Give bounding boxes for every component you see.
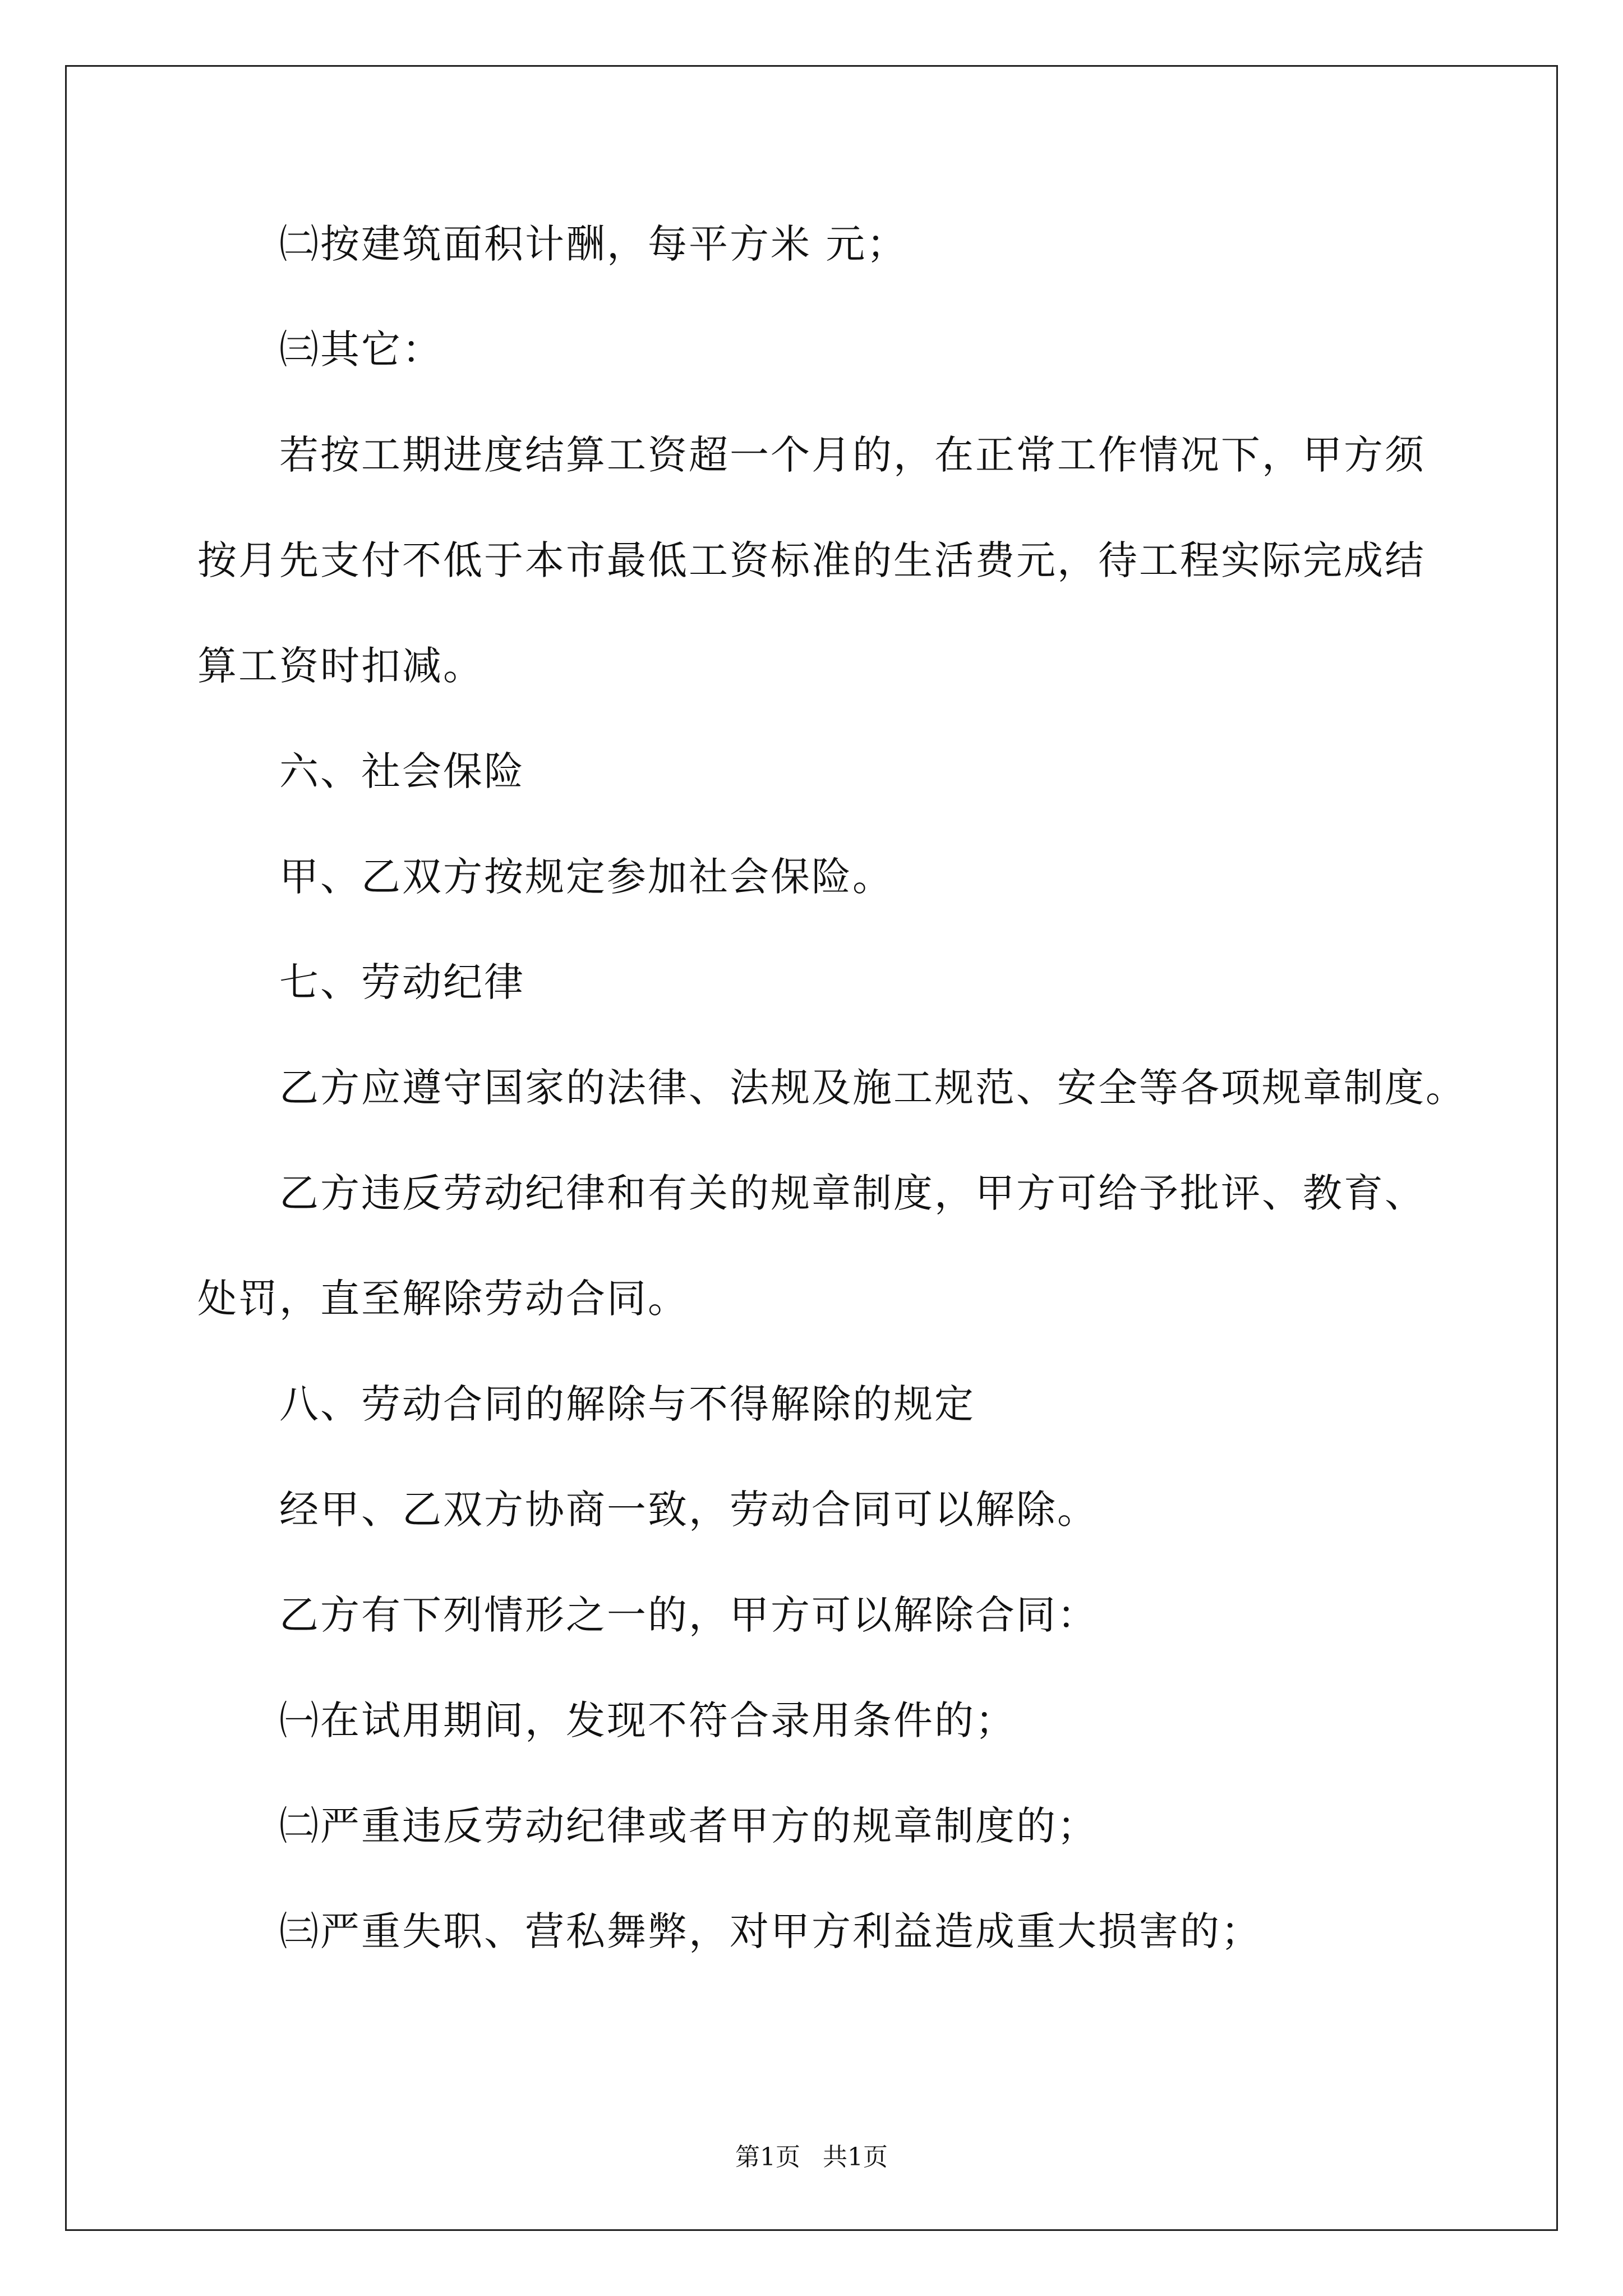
paragraph-line: 乙方违反劳动纪律和有关的规章制度，甲方可给予批评、教育、 <box>279 1170 1426 1216</box>
paragraph-line: 乙方有下列情形之一的，甲方可以解除合同： <box>279 1592 1098 1638</box>
paragraph-line: ㈢其它： <box>279 326 443 372</box>
paragraph-line: 算工资时扣减。 <box>197 643 484 689</box>
page-total: 共1页 <box>823 2143 888 2171</box>
paragraph-line: 经甲、乙双方协商一致，劳动合同可以解除。 <box>279 1487 1098 1533</box>
page-number: 第1页 <box>735 2143 800 2171</box>
list-item: ㈠在试用期间，发现不符合录用条件的； <box>279 1697 1016 1743</box>
paragraph-line: 甲、乙双方按规定参加社会保险。 <box>279 854 893 900</box>
paragraph-line: ㈡按建筑面积计酬，每平方米 元； <box>279 221 908 267</box>
paragraph-line: 按月先支付不低于本市最低工资标准的生活费元，待工程实际完成结 <box>197 537 1426 583</box>
section-heading: 七、劳动纪律 <box>279 959 525 1005</box>
page-footer <box>0 2145 1623 2170</box>
paragraph-line: 乙方应遵守国家的法律、法规及施工规范、安全等各项规章制度。 <box>279 1065 1467 1111</box>
paragraph-line: 若按工期进度结算工资超一个月的，在正常工作情况下，甲方须 <box>279 432 1426 478</box>
section-heading: 六、社会保险 <box>279 748 525 794</box>
list-item: ㈡严重违反劳动纪律或者甲方的规章制度的； <box>279 1803 1098 1849</box>
document-body <box>197 221 1482 2017</box>
paragraph-line: 处罚，直至解除劳动合同。 <box>197 1276 689 1322</box>
section-heading: 八、劳动合同的解除与不得解除的规定 <box>279 1381 975 1427</box>
list-item: ㈢严重失职、营私舞弊，对甲方利益造成重大损害的； <box>279 1908 1262 1954</box>
